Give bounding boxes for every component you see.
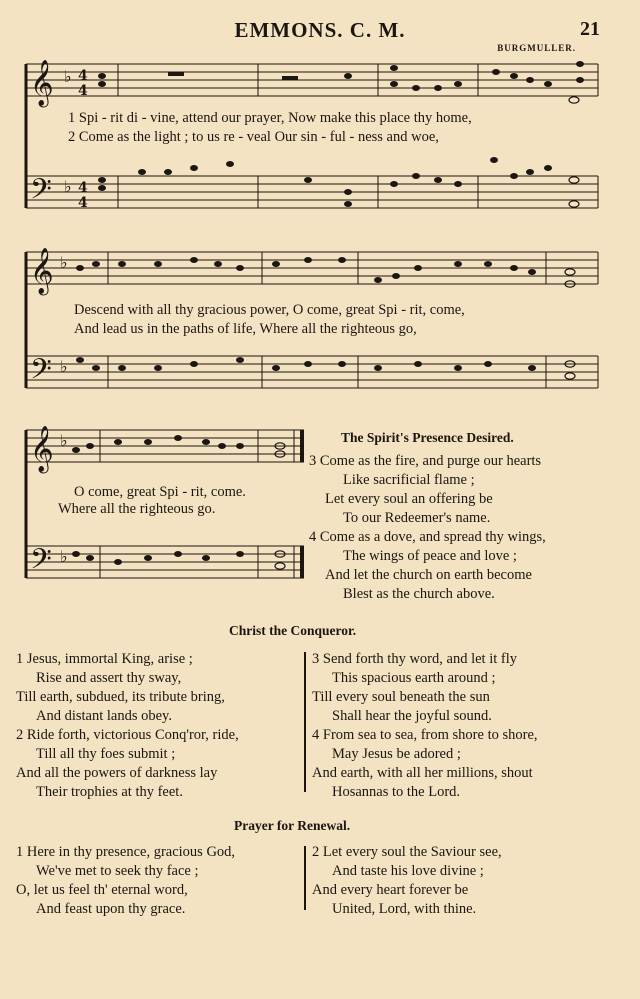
verse-line: Rise and assert thy sway, (36, 670, 182, 686)
verse-line: Blest as the church above. (343, 586, 495, 602)
verse-line: The wings of peace and love ; (343, 548, 517, 564)
column-divider (304, 652, 306, 792)
lyric-line-verse2: 2 Come as the light ; to us re - veal Our sin - ful - ness and woe, (68, 129, 439, 145)
svg-text:♭: ♭ (60, 431, 68, 450)
svg-text:4: 4 (78, 83, 88, 99)
verse-line: Till earth, subdued, its tribute bring, (16, 689, 225, 705)
verse-line: Their trophies at thy feet. (36, 784, 183, 800)
lyric-line-verse1: 1 Spi - rit di - vine, attend our prayer, Now make this place thy home, (68, 110, 472, 126)
verse-line: 1 Jesus, immortal King, arise ; (16, 651, 193, 667)
svg-text:𝄞: 𝄞 (30, 248, 54, 294)
verse-line: We've met to seek thy face ; (36, 863, 199, 879)
svg-text:4: 4 (78, 195, 88, 211)
verse-line: And let the church on earth become (325, 567, 532, 583)
verse-line: And taste his love divine ; (332, 863, 484, 879)
verse-line: 4 From sea to sea, from shore to shore, (312, 727, 538, 743)
verse-line: 3 Come as the fire, and purge our hearts (309, 453, 542, 469)
conqueror-verse-1 (16, 650, 225, 726)
column-divider (304, 846, 306, 910)
verse-line: Hosannas to the Lord. (332, 784, 461, 800)
svg-text:4: 4 (78, 180, 88, 196)
verse-line: 1 Here in thy presence, gracious God, (16, 844, 236, 860)
section-title-prayer-renewal: Prayer for Renewal. (234, 818, 351, 833)
svg-text:𝄞: 𝄞 (30, 426, 54, 472)
conqueror-verse-4 (312, 726, 538, 802)
section-title-spirits-presence: The Spirit's Presence Desired. (341, 430, 514, 445)
verse-line: 3 Send forth thy word, and let it fly (312, 651, 517, 667)
verse-line: 4 Come as a dove, and spread thy wings, (309, 529, 546, 545)
svg-text:𝄢: 𝄢 (30, 173, 52, 213)
verse-4 (309, 528, 546, 604)
hymn-title: EMMONS. C. M. (234, 18, 406, 42)
verse-line: 2 Let every soul the Saviour see, (312, 844, 502, 860)
verse-line: And distant lands obey. (36, 708, 172, 724)
verse-line: And all the powers of darkness lay (16, 765, 218, 781)
svg-text:4: 4 (78, 68, 88, 84)
svg-text:𝄢: 𝄢 (30, 353, 52, 393)
verse-line: Like sacrificial flame ; (343, 472, 475, 488)
verse-line: May Jesus be adored ; (332, 746, 461, 762)
verse-line: To our Redeemer's name. (343, 510, 491, 526)
verse-line: 2 Ride forth, victorious Conq'ror, ride, (16, 727, 239, 743)
verse-line: Till all thy foes submit ; (36, 746, 176, 762)
verse-line: O, let us feel th' eternal word, (16, 882, 188, 898)
verse-line: United, Lord, with thine. (332, 901, 477, 917)
svg-text:♭: ♭ (64, 177, 72, 196)
svg-text:♭: ♭ (60, 357, 68, 376)
section-title-christ-conqueror: Christ the Conqueror. (229, 623, 357, 638)
renewal-verse-1 (16, 843, 235, 919)
verse-line: This spacious earth around ; (332, 670, 496, 686)
page-number: 21 (580, 18, 600, 40)
svg-text:𝄢: 𝄢 (30, 543, 52, 583)
svg-text:♭: ♭ (60, 253, 68, 272)
verse-line: Let every soul an offering be (325, 491, 493, 507)
verse-line: Shall hear the joyful sound. (332, 708, 492, 724)
svg-text:♭: ♭ (64, 67, 72, 86)
lyric-line-verse2: Where all the righteous go. (58, 501, 216, 517)
composer-name: BURGMULLER. (497, 43, 576, 53)
verse-line: And every heart forever be (312, 882, 469, 898)
renewal-verse-2 (312, 843, 502, 919)
lyric-line-verse2: And lead us in the paths of life, Where all the righteous go, (74, 321, 417, 337)
verse-line: And earth, with all her millions, shout (312, 765, 533, 781)
verse-line: And feast upon thy grace. (36, 901, 186, 917)
svg-text:♭: ♭ (60, 547, 68, 566)
verse-3 (309, 452, 541, 528)
lyric-line-verse1: O come, great Spi - rit, come. (74, 484, 246, 500)
svg-text:𝄞: 𝄞 (30, 60, 54, 106)
lyric-line-verse1: Descend with all thy gracious power, O come, great Spi - rit, come, (74, 302, 465, 318)
conqueror-verse-2 (16, 726, 239, 802)
conqueror-verse-3 (312, 650, 517, 726)
verse-line: Till every soul beneath the sun (312, 689, 490, 705)
